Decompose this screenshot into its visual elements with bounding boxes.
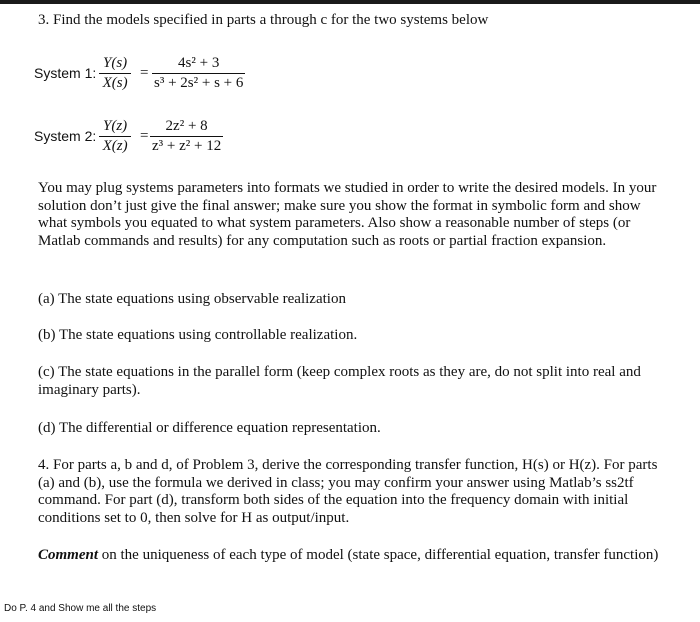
problem-3-heading: 3. Find the models specified in parts a through c for the two systems below [38, 12, 489, 28]
system-1-rhs-fraction [154, 55, 243, 92]
system-2-rhs-denominator: z³ + z² + 12 [152, 138, 222, 154]
system-1-lhs-fraction [101, 55, 129, 92]
system-2-lhs-denominator: X(z) [102, 138, 128, 154]
system-1-lhs-denominator: X(s) [102, 75, 128, 91]
system-1-lhs-numerator: Y(s) [99, 55, 131, 74]
comment-paragraph [38, 547, 660, 565]
equals-sign: = [140, 65, 149, 81]
part-b: (b) The state equations using controllable realization. [38, 327, 358, 343]
part-c: (c) The state equations in the parallel form (keep complex roots as they are, do not split into real and imaginary parts). [38, 364, 641, 398]
system-2-lhs-fraction [101, 118, 129, 155]
top-border [0, 0, 700, 4]
comment-text: on the uniqueness of each type of model (state space, differential equation, transfer function) [98, 547, 659, 563]
problem-4-text: 4. For parts a, b and d, of Problem 3, derive the corresponding transfer function, H(s) or H(z). For parts (a) and (b), use the formula we derived in class; you may confirm your answer using Matlab’s ss2tf command. For part (d), transform both sides of the equation into the frequency domain with initial conditions set to 0, then solve for H as output/input. [38, 457, 658, 526]
equals-sign: = [140, 128, 149, 144]
footer-note: Do P. 4 and Show me all the steps [4, 603, 157, 614]
system-1-rhs-numerator: 4s² + 3 [152, 55, 245, 74]
system-1-rhs-denominator: s³ + 2s² + s + 6 [154, 75, 244, 91]
system-2-lhs-numerator: Y(z) [99, 118, 131, 137]
system-1-label: System 1: [34, 65, 97, 81]
system-2-label: System 2: [34, 128, 97, 144]
system-2-rhs-numerator: 2z² + 8 [150, 118, 223, 137]
comment-label: Comment [38, 547, 99, 563]
part-a: (a) The state equations using observable realization [38, 291, 346, 307]
system-2-rhs-fraction [152, 118, 221, 155]
part-d: (d) The differential or difference equation representation. [38, 420, 381, 436]
instructions-paragraph: You may plug systems parameters into formats we studied in order to write the desired models. In your solution don’t just give the final answer; make sure you show the format in symbolic form and show what symbols you equated to what system parameters. Also show a reasonable number of steps (or Matlab commands and results) for any computation such as roots or partial fraction expansion. [38, 180, 657, 249]
